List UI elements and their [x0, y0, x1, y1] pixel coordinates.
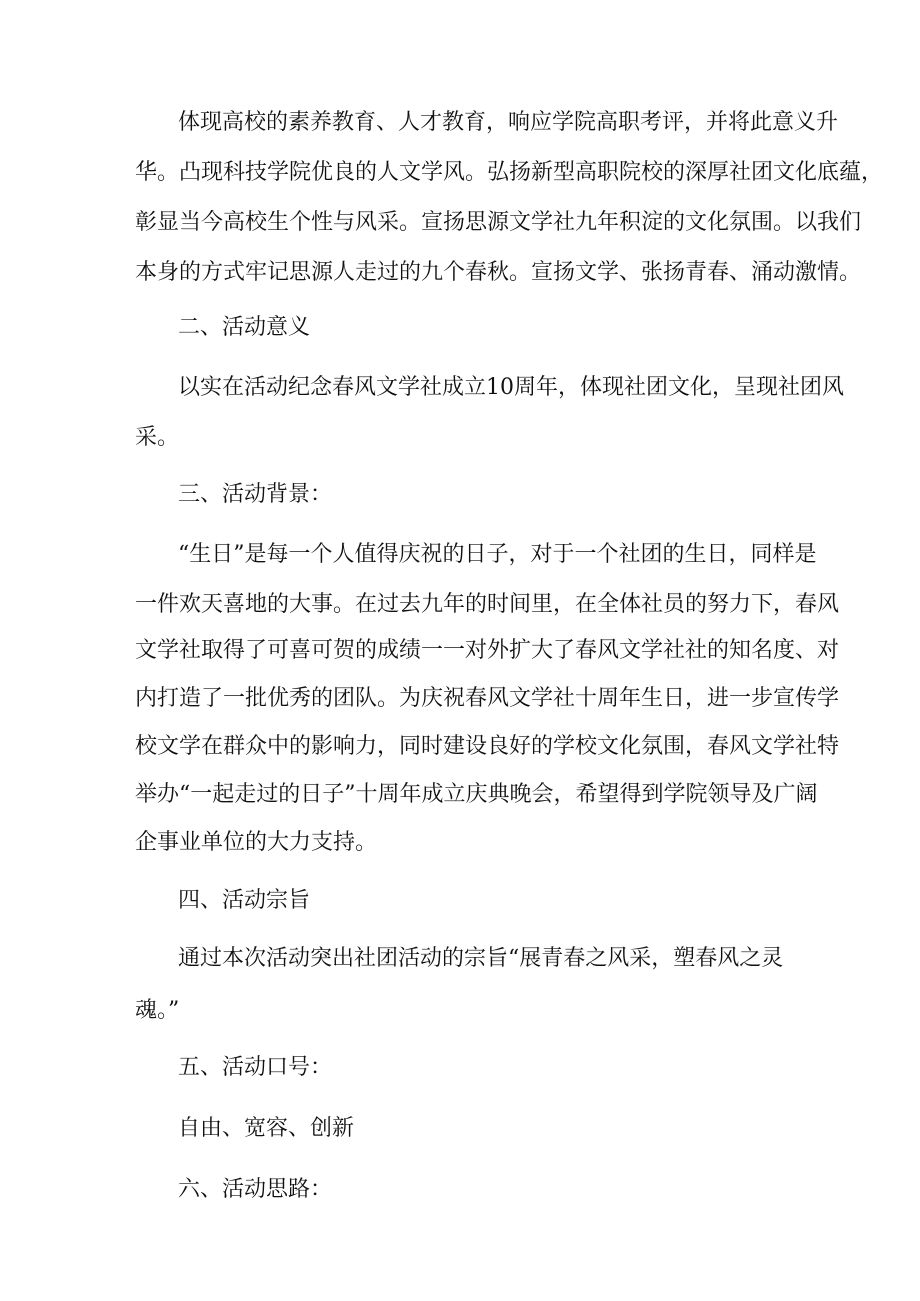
heading-section-5: 五、活动口号：	[178, 1055, 333, 1080]
heading-section-2: 二、活动意义	[178, 315, 311, 340]
para3-line7: 企事业单位的大力支持。	[135, 830, 378, 855]
para1-line1: 体现高校的素养教育、人才教育，响应学院高职考评，并将此意义升	[178, 110, 839, 135]
para3-line3: 文学社取得了可喜可贺的成绩一一对外扩大了春风文学社社的知名度、对	[135, 638, 840, 663]
para1-line4: 本身的方式牢记思源人走过的九个春秋。宣扬文学、张扬青春、涌动激情。	[135, 260, 862, 285]
para3-line2: 一件欢天喜地的大事。在过去九年的时间里，在全体社员的努力下，春风	[135, 592, 840, 617]
para3-line5: 校文学在群众中的影响力，同时建设良好的学校文化氛围，春风文学社特	[135, 734, 840, 759]
slogan: 自由、宽容、创新	[178, 1116, 355, 1141]
para3-line1: “生日”是每一个人值得庆祝的日子，对于一个社团的生日，同样是	[178, 542, 817, 567]
para3-line6: 举办“一起走过的日子”十周年成立庆典晚会，希望得到学院领导及广阔	[135, 782, 818, 807]
para3-line4: 内打造了一批优秀的团队。为庆祝春风文学社十周年生日，进一步宣传学	[135, 686, 840, 711]
heading-section-4: 四、活动宗旨	[178, 888, 311, 913]
para1-line3: 彰显当今高校生个性与风采。宣扬思源文学社九年积淀的文化氛围。以我们	[135, 210, 862, 235]
para1-line2: 华。凸现科技学院优良的人文学风。弘扬新型高职院校的深厚社团文化底蕴，	[135, 160, 884, 185]
heading-section-3: 三、活动背景：	[178, 482, 333, 507]
para4-line1: 通过本次活动突出社团活动的宗旨“展青春之风采，塑春风之灵	[178, 946, 784, 971]
para4-line2: 魂。”	[135, 998, 180, 1023]
heading-section-6: 六、活动思路：	[178, 1177, 333, 1202]
para2-line1: 以实在活动纪念春风文学社成立10周年，体现社团文化，呈现社团风	[178, 375, 844, 400]
para2-line2: 采。	[135, 425, 180, 450]
